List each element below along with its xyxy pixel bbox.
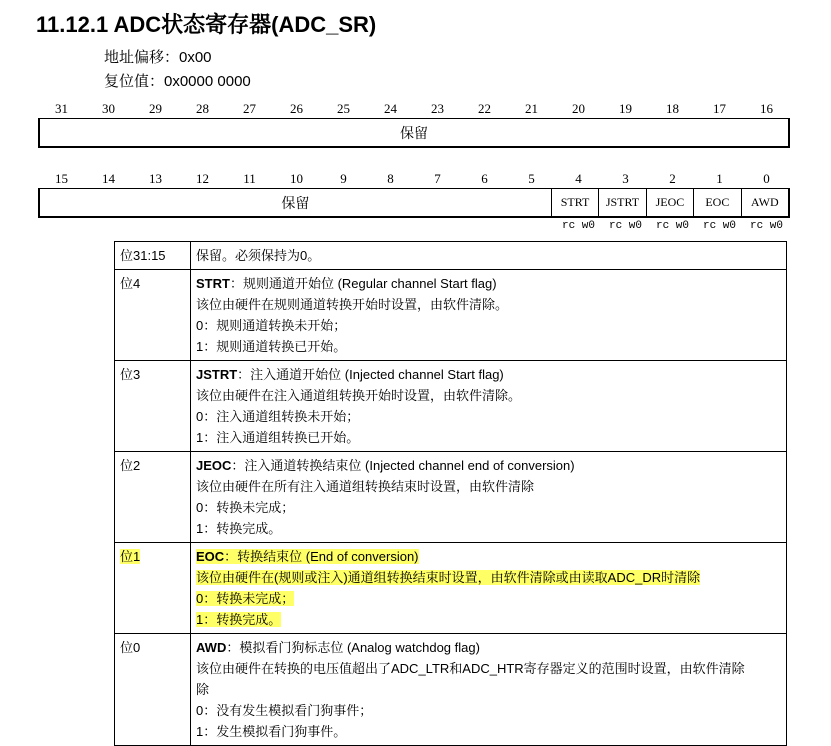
bit-number: 16: [760, 101, 773, 116]
desc-line: 1：规则通道转换已开始。: [196, 339, 347, 354]
desc-line: 0：没有发生模拟看门狗事件；: [196, 703, 373, 718]
desc-line: 该位由硬件在所有注入通道组转换结束时设置，由软件清除: [196, 479, 535, 494]
access-type: rc w0: [702, 220, 736, 232]
bit-number: 30: [102, 101, 115, 116]
register-high-half: [38, 118, 790, 148]
table-row: [115, 361, 787, 452]
desc-line: [196, 567, 781, 588]
bit-number: 29: [149, 101, 162, 116]
bit-number: 1: [716, 171, 723, 186]
bit-number: 31: [55, 101, 68, 116]
bit-description: [191, 270, 787, 361]
field-jstrt: JSTRT: [598, 189, 645, 216]
field-title: ：注入通道转换结束位 (Injected channel end of conversion): [231, 458, 575, 473]
desc-heading: [196, 364, 781, 385]
bit-description: [191, 242, 787, 270]
bit-number: 3: [622, 171, 629, 186]
field-name: AWD: [196, 640, 227, 655]
bit-description-table: [114, 241, 787, 746]
bit-number: 7: [434, 171, 441, 186]
bit-position: 位3: [115, 361, 191, 452]
bit-number: 0: [763, 171, 770, 186]
table-row: [115, 270, 787, 361]
table-row: [115, 452, 787, 543]
reset-value: 复位值：0x0000 0000: [104, 73, 251, 90]
field-name: EOC: [196, 549, 225, 564]
bit-description: [191, 543, 787, 634]
field-title: ：模拟看门狗标志位 (Analog watchdog flag): [226, 640, 480, 655]
desc-line: 保留。必须保持为0。: [196, 248, 321, 263]
table-row: [115, 543, 787, 634]
access-type: rc w0: [749, 220, 783, 232]
access-types: [38, 220, 790, 236]
desc-heading: [196, 273, 781, 294]
bit-number: 11: [243, 171, 256, 186]
field-title: ：注入通道开始位 (Injected channel Start flag): [237, 367, 504, 382]
field-jeoc: JEOC: [646, 189, 693, 216]
bit-number: 13: [149, 171, 162, 186]
bit-position: 位2: [115, 452, 191, 543]
bit-number: 10: [290, 171, 303, 186]
bit-number: 2: [669, 171, 676, 186]
field-title: ：规则通道开始位 (Regular channel Start flag): [229, 276, 497, 291]
desc-line: 该位由硬件在转换的电压值超出了ADC_LTR和ADC_HTR寄存器定义的范围时设置，由软件清除: [196, 661, 745, 676]
bit-number: 4: [575, 171, 582, 186]
bit-number: 26: [290, 101, 303, 116]
bit-number: 6: [481, 171, 488, 186]
highlighted-text: 该位由硬件在(规则或注入)通道组转换结束时设置，由软件清除或由读取ADC_DR时清除: [196, 570, 701, 585]
section-title: 11.12.1 ADC状态寄存器(ADC_SR): [36, 12, 377, 37]
bit-numbers-low: [38, 171, 790, 189]
field-eoc: EOC: [693, 189, 740, 216]
desc-line: 0：注入通道组转换未开始；: [196, 409, 360, 424]
bit-number: 22: [478, 101, 491, 116]
bit-number: 5: [528, 171, 535, 186]
desc-heading: [196, 455, 781, 476]
bit-position: 位0: [115, 634, 191, 746]
desc-line: [196, 588, 781, 609]
bit-description: [191, 452, 787, 543]
desc-line: 1：发生模拟看门狗事件。: [196, 724, 347, 739]
desc-line: 该位由硬件在注入通道组转换开始时设置，由软件清除。: [196, 388, 522, 403]
bit-position: 位4: [115, 270, 191, 361]
field-title: ：转换结束位 (End of conversion): [224, 549, 419, 564]
desc-heading: [196, 637, 781, 658]
desc-line: 0：规则通道转换未开始；: [196, 318, 347, 333]
field-name: STRT: [196, 276, 230, 291]
desc-line: 0：转换未完成；: [196, 500, 295, 515]
bit-position: [115, 543, 191, 634]
reserved-field: 保留: [400, 126, 428, 142]
bit-description: [191, 361, 787, 452]
bit-number: 19: [619, 101, 632, 116]
access-type: rc w0: [561, 220, 595, 232]
bit-number: 20: [572, 101, 585, 116]
bit-number: 8: [387, 171, 394, 186]
bit-number: 14: [102, 171, 115, 186]
bit-number: 18: [666, 101, 679, 116]
bit-number: 23: [431, 101, 444, 116]
bit-number: 17: [713, 101, 726, 116]
bit-number: 28: [196, 101, 209, 116]
table-row: [115, 634, 787, 746]
desc-line: [196, 609, 781, 630]
field-strt: STRT: [551, 189, 598, 216]
desc-heading: [196, 546, 781, 567]
desc-line: 该位由硬件在规则通道转换开始时设置，由软件清除。: [196, 297, 509, 312]
bit-position: 位31:15: [115, 242, 191, 270]
highlighted-text: 0：转换未完成；: [196, 591, 295, 606]
address-offset: 地址偏移：0x00: [104, 49, 212, 66]
desc-line: 1：转换完成。: [196, 521, 282, 536]
bit-numbers-high: [38, 101, 790, 119]
reserved-field: 保留: [281, 196, 310, 212]
desc-line: 除: [196, 682, 210, 697]
highlighted-text: [196, 549, 419, 564]
bit-number: 21: [525, 101, 538, 116]
bit-number: 24: [384, 101, 397, 116]
bit-number: 15: [55, 171, 68, 186]
table-row: [115, 242, 787, 270]
highlighted-text: 1：转换完成。: [196, 612, 282, 627]
field-name: JEOC: [196, 458, 232, 473]
register-low-half: [38, 188, 790, 218]
desc-line: 1：注入通道组转换已开始。: [196, 430, 360, 445]
access-type: rc w0: [608, 220, 642, 232]
bit-number: 27: [243, 101, 256, 116]
field-name: JSTRT: [196, 367, 238, 382]
bit-number: 9: [340, 171, 347, 186]
field-awd: AWD: [741, 189, 788, 216]
bit-description: [191, 634, 787, 746]
bit-number: 25: [337, 101, 350, 116]
bit-number: 12: [196, 171, 209, 186]
access-type: rc w0: [655, 220, 689, 232]
highlighted-text: 位1: [120, 549, 141, 564]
